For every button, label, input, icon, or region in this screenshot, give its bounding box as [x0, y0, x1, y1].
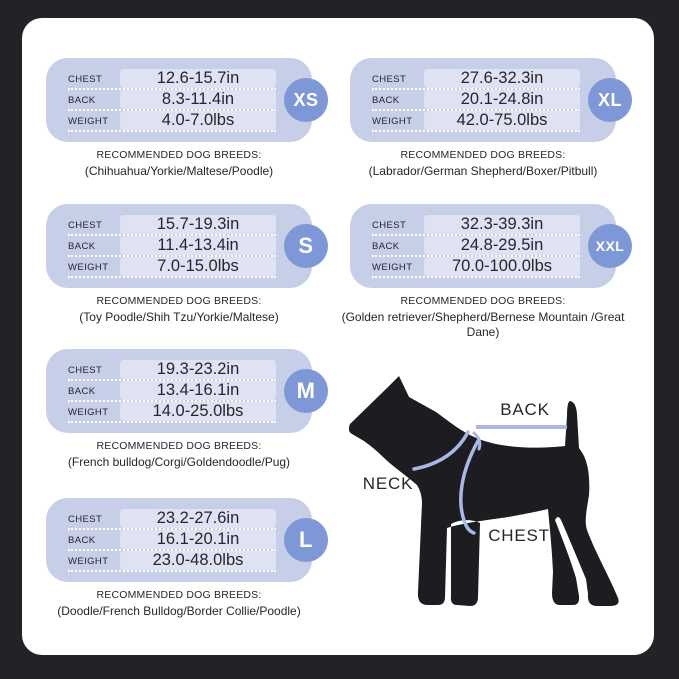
weight-row: [68, 402, 276, 423]
breeds-caption-xs: [29, 149, 329, 179]
dog-measurement-diagram: [348, 372, 628, 617]
weight-value: 23.0-48.0lbs: [120, 551, 276, 570]
breeds-caption-xl: [333, 149, 633, 179]
breeds-list: (Doodle/French Bulldog/Border Collie/Poodle): [57, 604, 301, 618]
diagram-chest-label: CHEST: [488, 526, 550, 545]
recommended-heading: RECOMMENDED DOG BREEDS:: [96, 149, 262, 161]
size-badge-l: L: [284, 518, 328, 562]
measurements: [68, 509, 276, 572]
size-card-l: [46, 498, 312, 582]
weight-value: 4.0-7.0lbs: [120, 111, 276, 130]
chest-row: [68, 69, 276, 90]
breeds-caption-m: [29, 440, 329, 470]
weight-value: 7.0-15.0lbs: [120, 257, 276, 276]
measurements: [372, 215, 580, 278]
weight-value: 14.0-25.0lbs: [120, 402, 276, 421]
weight-label: WEIGHT: [68, 556, 109, 567]
breeds-list: (Chihuahua/Yorkie/Maltese/Poodle): [84, 164, 274, 178]
diagram-neck-label: NECK: [362, 474, 414, 493]
back-label: BACK: [372, 241, 400, 252]
recommended-heading: RECOMMENDED DOG BREEDS:: [96, 440, 262, 452]
back-value: 13.4-16.1in: [120, 381, 276, 400]
back-value: 24.8-29.5in: [424, 236, 580, 255]
chest-value: 15.7-19.3in: [120, 215, 276, 234]
back-row: [68, 530, 276, 551]
chest-value: 23.2-27.6in: [120, 509, 276, 528]
chest-label: CHEST: [68, 74, 103, 85]
size-badge-xxl: XXL: [588, 224, 632, 268]
size-card-xl: [350, 58, 622, 142]
weight-label: WEIGHT: [68, 116, 109, 127]
back-row: [68, 236, 276, 257]
chest-value: 32.3-39.3in: [424, 215, 580, 234]
breeds-list: (Labrador/German Shepherd/Boxer/Pitbull): [368, 164, 598, 178]
chest-value: 27.6-32.3in: [424, 69, 580, 88]
size-card-xxl: [350, 204, 625, 288]
back-label: BACK: [68, 241, 96, 252]
measurements: [372, 69, 580, 132]
back-value: 8.3-11.4in: [120, 90, 276, 109]
breeds-list: (Golden retriever/Shepherd/Bernese Mountain /Great Dane): [341, 310, 625, 339]
chest-row: [68, 360, 276, 381]
chest-value: 12.6-15.7in: [120, 69, 276, 88]
chest-value: 19.3-23.2in: [120, 360, 276, 379]
weight-value: 42.0-75.0lbs: [424, 111, 580, 130]
measurements: [68, 69, 276, 132]
breeds-caption-s: [29, 295, 329, 325]
diagram-back-label: BACK: [500, 400, 550, 419]
size-badge-m: M: [284, 369, 328, 413]
chest-label: CHEST: [68, 365, 103, 376]
weight-label: WEIGHT: [372, 262, 413, 273]
back-label: BACK: [68, 95, 96, 106]
weight-row: [68, 111, 276, 132]
chest-row: [372, 215, 580, 236]
weight-row: [372, 257, 580, 278]
weight-row: [68, 257, 276, 278]
size-badge-xs: XS: [284, 78, 328, 122]
chest-label: CHEST: [68, 514, 103, 525]
chest-label: CHEST: [372, 74, 407, 85]
measurements: [68, 360, 276, 423]
recommended-heading: RECOMMENDED DOG BREEDS:: [400, 295, 566, 307]
back-value: 20.1-24.8in: [424, 90, 580, 109]
chest-label: CHEST: [372, 220, 407, 231]
weight-value: 70.0-100.0lbs: [424, 257, 580, 276]
back-row: [68, 90, 276, 111]
chest-row: [68, 509, 276, 530]
back-row: [372, 236, 580, 257]
weight-row: [68, 551, 276, 572]
weight-label: WEIGHT: [68, 407, 109, 418]
weight-label: WEIGHT: [372, 116, 413, 127]
breeds-caption-xxl: [333, 295, 633, 339]
size-badge-s: S: [284, 224, 328, 268]
size-card-m: [46, 349, 316, 433]
breeds-list: (French bulldog/Corgi/Goldendoodle/Pug): [67, 455, 291, 469]
size-badge-xl: XL: [588, 78, 632, 122]
breeds-caption-l: [29, 589, 329, 619]
recommended-heading: RECOMMENDED DOG BREEDS:: [96, 295, 262, 307]
chest-row: [372, 69, 580, 90]
weight-label: WEIGHT: [68, 262, 109, 273]
back-label: BACK: [372, 95, 400, 106]
back-row: [372, 90, 580, 111]
recommended-heading: RECOMMENDED DOG BREEDS:: [96, 589, 262, 601]
breeds-list: (Toy Poodle/Shih Tzu/Yorkie/Maltese): [79, 310, 279, 324]
back-value: 11.4-13.4in: [120, 236, 276, 255]
back-value: 16.1-20.1in: [120, 530, 276, 549]
measurements: [68, 215, 276, 278]
chest-row: [68, 215, 276, 236]
recommended-heading: RECOMMENDED DOG BREEDS:: [400, 149, 566, 161]
size-card-xs: [46, 58, 319, 142]
size-card-s: [46, 204, 312, 288]
weight-row: [372, 111, 580, 132]
back-label: BACK: [68, 386, 96, 397]
back-label: BACK: [68, 535, 96, 546]
chest-label: CHEST: [68, 220, 103, 231]
back-row: [68, 381, 276, 402]
